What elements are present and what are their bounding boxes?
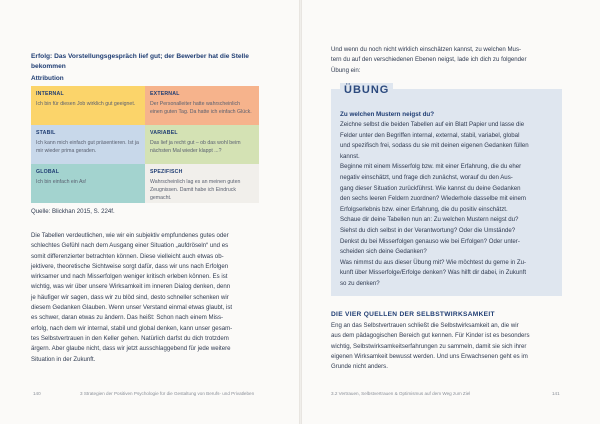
- grid-text: Ich bin einfach ein As!: [36, 179, 87, 185]
- grid-cell-variabel: [145, 125, 259, 164]
- intro-line: Übung ein:: [331, 66, 361, 74]
- body-line: erfolg, nach dem wir internal, stabil und global denken, kann unser gesam-: [31, 324, 233, 332]
- body-line: tes Selbstvertrauen in den Keller gehen. Natürlich darfst du dich trotzdem: [31, 334, 229, 342]
- body-line: jektivere, theoretische Sichtweise sorgt dafür, dass wir uns nach Erfolgen: [31, 262, 229, 270]
- body-line: es schwer, daran etwas zu ändern. Das heißt: Schon nach einem Miss-: [31, 314, 224, 322]
- intro-line: tern du auf den verschiedenen Ebenen neigst, lade ich dich zu folgender: [331, 56, 527, 64]
- grid-text: Ich kann mich einfach gut präsentieren. Ist ja mir wieder prima geraden.: [36, 140, 139, 154]
- exercise-line: negativ einschätzt, und frage dich zunächst, worauf du den Aus-: [340, 173, 513, 181]
- footer-text-left: 3 Strategien der Positiven Psychologie für die Gestaltung von Berufs- und Privatleben: [80, 391, 255, 396]
- exercise-line: kunft über Misserfolge/Erfolge denken? Was hilft dir dabei, in Zukunft: [340, 269, 527, 277]
- section-line: aus dem pädagogischen Bereich gut kennen. Für Kinder ist es besonders: [331, 332, 530, 340]
- exercise-line: Denkst du bei Misserfolgen genauso wie bei Erfolgen? Oder unter-: [340, 237, 520, 245]
- grid-text: Ich bin für diesen Job wirklich gut geeignet.: [36, 101, 136, 107]
- grid-cell-stabil: [31, 125, 145, 164]
- grid-cell-external: [145, 86, 259, 125]
- body-line: ärgern. Aber glaube nicht, dass wir jetzt ausschlaggebend für jede weitere: [31, 345, 231, 353]
- exercise-title: ÜBUNG: [340, 83, 393, 97]
- body-line: wirksamer und nach Misserfolgen weniger kritisch erleben können. Es ist: [31, 273, 228, 281]
- body-line: diesem Gedanken Glauben. Wenn unser Verstand einmal etwas glaubt, ist: [31, 304, 233, 312]
- source-note: Quelle: Blickhan 2015, S. 224f.: [31, 208, 115, 215]
- exercise-line: Beginne mit einem Misserfolg bzw. mit einer Erfahrung, die du eher: [340, 163, 522, 171]
- grid-text: Der Personalleiter hatte wahrscheinlich einen guten Tag. Da hatte ich einfach Glück.: [150, 101, 252, 115]
- intro-line: Und wenn du noch nicht wirklich einschätzen kannst, zu welchen Mus-: [331, 46, 522, 53]
- grid-label: INTERNAL: [36, 91, 64, 97]
- left-page: [0, 0, 299, 424]
- grid-label: EXTERNAL: [150, 91, 180, 97]
- attribution-label: Attribution: [31, 75, 64, 82]
- grid-text: Wahrscheinlich lag es an meinen guten Zeugnissen. Damit habe ich Eindruck gemacht.: [150, 179, 241, 201]
- exercise-line: Felder unter den Begriffen internal, external, stabil, variabel, global: [340, 131, 520, 139]
- section-line: wichtig, Selbstwirksamkeitserfahrungen zu sammeln, damit sie sich ihrer: [331, 342, 527, 350]
- body-line: wichtig, was wir über unsere Wirksamkeit im inneren Dialog denken, denn: [31, 283, 231, 291]
- page-number-right: 141: [552, 391, 560, 396]
- attribution-grid: [31, 86, 259, 203]
- grid-text: Das lief ja recht gut – ob das wohl beim nächsten Mal wieder klappt ...?: [150, 140, 241, 154]
- left-body: [31, 231, 260, 365]
- exercise-heading: Zu welchen Mustern neigst du?: [340, 111, 435, 118]
- exercise-line: so zu denken?: [340, 279, 380, 287]
- grid-label: GLOBAL: [36, 169, 60, 175]
- grid-label: VARIABEL: [150, 130, 178, 136]
- grid-cell-global: [31, 164, 145, 203]
- footer-text-right: 3.2 Vertrauen, Selbstvertrauen & Optimismus auf dem Weg zum Ziel: [331, 391, 471, 396]
- exercise-line: Zeichne selbst die beiden Tabellen auf ein Blatt Papier und lasse die: [340, 121, 525, 128]
- section-heading: DIE VIER QUELLEN DER SELBSTWIRKSAMKEIT: [331, 311, 495, 318]
- exercise-line: gang dieser Situation zurückführst. Wie kannst du deine Gedanken: [340, 184, 521, 192]
- right-intro: [331, 45, 562, 76]
- body-line: je häufiger wir sagen, dass wir zu blöd sind, desto schneller schenken wir: [31, 293, 229, 301]
- exercise-box: [331, 84, 562, 296]
- exercise-line: kannst.: [340, 152, 360, 160]
- grid-label: SPEZIFISCH: [150, 169, 183, 175]
- grid-cell-internal: [31, 86, 145, 125]
- exercise-line: scheiden sich deine Gedanken?: [340, 248, 427, 256]
- exercise-line: den sechs leeren Feldern zuordnen? Wiederhole dasselbe mit einem: [340, 195, 526, 203]
- exercise-line: Schaue dir deine Tabellen nun an: Zu welchen Mustern neigst du?: [340, 216, 519, 224]
- exercise-line: Siehst du dich selbst in der Verantwortung? Oder die Umstände?: [340, 226, 516, 234]
- body-line: somit differenzierter betrachten können. Diese vielleicht auch etwas ob-: [31, 252, 224, 260]
- exercise-content: [340, 110, 555, 290]
- section-line: Grunde nicht anders.: [331, 363, 388, 371]
- grid-label: STABIL: [36, 130, 56, 136]
- section-line: eigenen Wirksamkeit bewusst werden. Und uns Erwachsenen geht es im: [331, 352, 528, 360]
- body-line: schlechtes Gefühl nach dem Ausgang einer Situation „aufdröseln“ und es: [31, 242, 229, 250]
- body-line: Die Tabellen verdeutlichen, wie wir ein subjektiv empfundenes gutes oder: [31, 232, 229, 239]
- body-line: Situation in der Zukunft.: [31, 355, 96, 363]
- exercise-line: Erfolgserlebnis bzw. einer Erfahrung, die du positiv einschätzt.: [340, 205, 508, 213]
- exercise-line: und spezifisch frei, sodass du sie mit deinen eigenen Gedanken füllen: [340, 142, 529, 150]
- section-body: [331, 321, 562, 372]
- section-line: Eng an das Selbstvertrauen schließt die Selbstwirksamkeit an, die wir: [331, 322, 519, 329]
- left-heading: Erfolg: Das Vorstellungsgespräch lief gut; der Bewerber hat die Stelle bekommen: [31, 53, 249, 70]
- page-number-left: 140: [33, 391, 41, 396]
- exercise-line: Was nimmst du aus dieser Übung mit? Wie möchtest du gerne in Zu-: [340, 258, 527, 266]
- grid-cell-spezifisch: [145, 164, 259, 203]
